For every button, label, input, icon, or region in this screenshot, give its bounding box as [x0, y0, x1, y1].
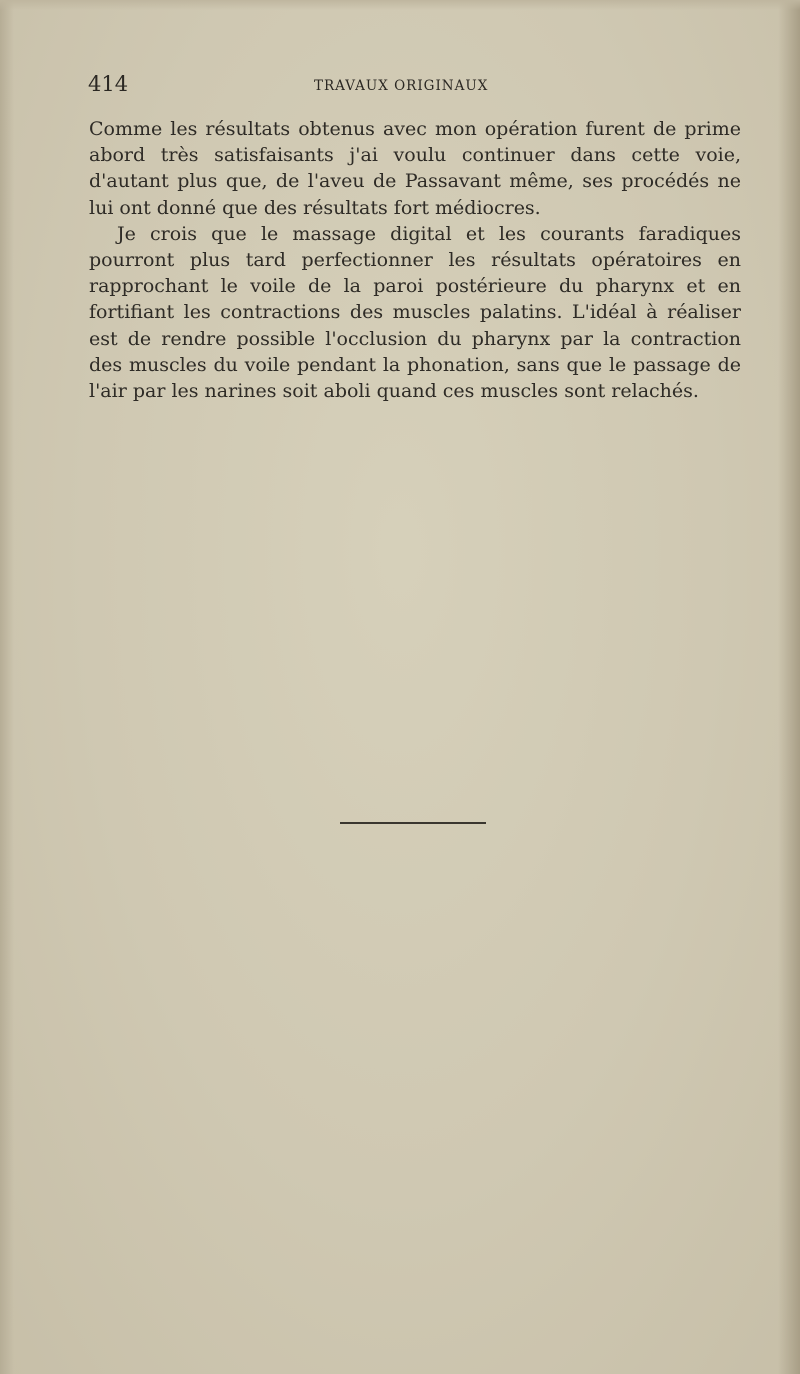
body-text — [89, 116, 741, 404]
running-head — [88, 72, 748, 102]
running-title: TRAVAUX ORIGINAUX — [314, 78, 489, 94]
paragraph-1: Comme les résultats obtenus avec mon opération furent de prime abord très satisfaisants j'ai voulu continuer dans cette voie, d'autant plus que, de l'aveu de Passavant même, ses procédés ne lui ont donné que des résultats fort médiocres. — [89, 118, 741, 219]
page-edge-top — [0, 0, 800, 10]
section-end-rule — [340, 822, 486, 824]
page-edge-left — [0, 0, 14, 1374]
page-number: 414 — [88, 72, 129, 96]
paragraph-2: Je crois que le massage digital et les courants faradiques pourront plus tard perfectionner les résultats opératoires en rapprochant le voile de la paroi postérieure du pharynx et en fortifiant les contractions des muscles palatins. L'idéal à réaliser est de rendre possible l'occlusion du pharynx par la contraction des muscles du voile pendant la phonation, sans que le passage de l'air par les narines soit aboli quand ces muscles sont relachés. — [89, 222, 741, 403]
page-edge-right — [778, 0, 800, 1374]
